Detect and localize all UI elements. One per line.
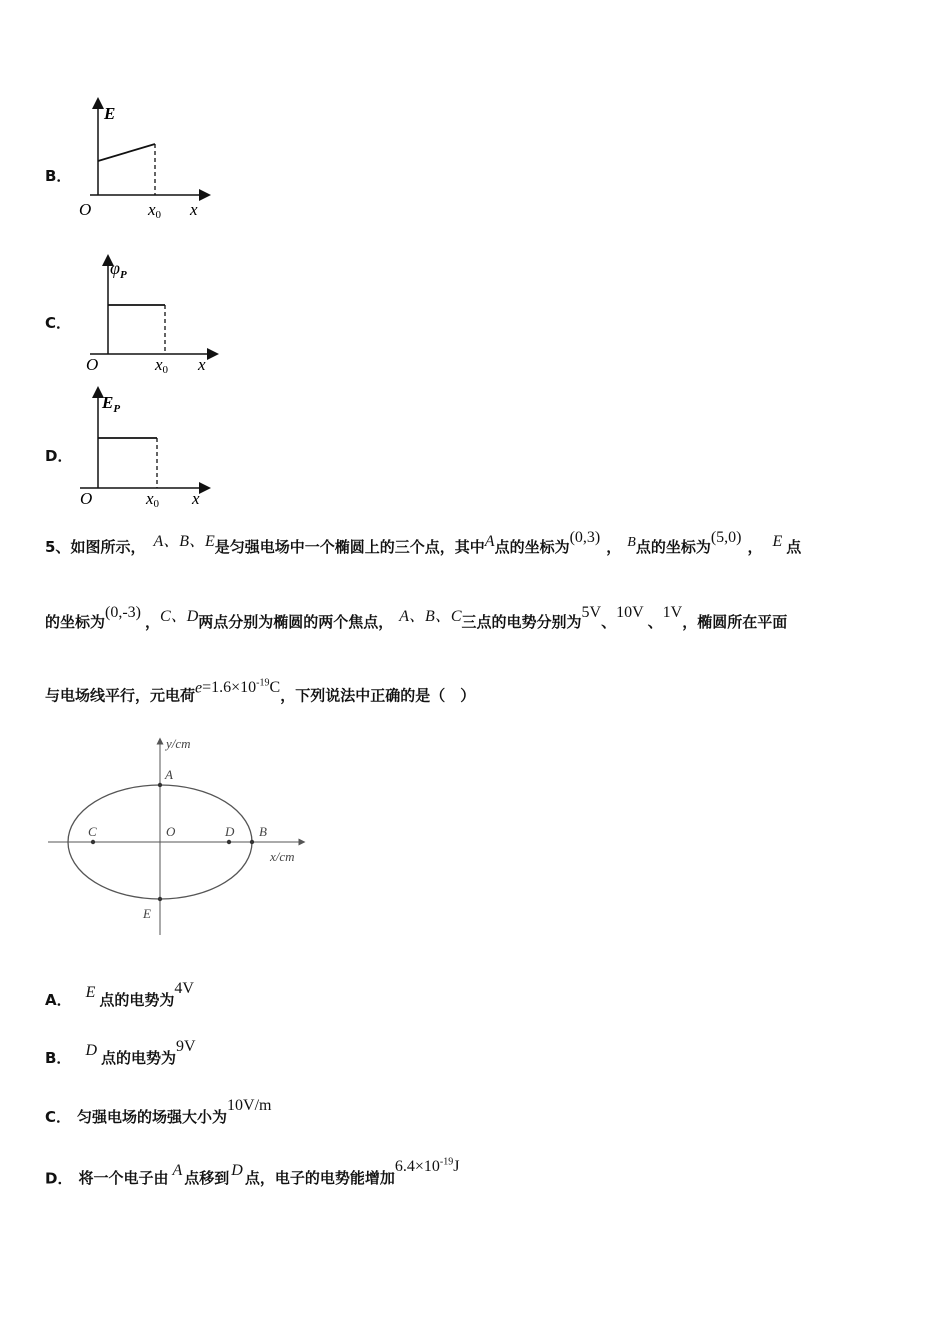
option-a[interactable]	[45, 980, 194, 1010]
potential-b: 10V	[616, 604, 644, 621]
option-c-text: 匀强电场的场强大小为	[77, 1108, 228, 1126]
q-text: 、	[647, 613, 663, 631]
point-e: E	[772, 533, 783, 550]
q-text: 点的坐标为	[494, 538, 570, 556]
q-text: ，	[145, 613, 161, 631]
x-axis-label: x/cm	[270, 849, 295, 864]
label-o: O	[166, 824, 176, 839]
q-text: 、	[601, 613, 617, 631]
label-b: B	[259, 824, 267, 839]
option-d-value: $6.4\times 10^{-19}J$	[394, 1157, 460, 1176]
option-c-label: C．	[45, 1108, 72, 1126]
graph-d-ep-vs-x	[70, 382, 220, 510]
option-c-value: 10V/m	[227, 1097, 272, 1114]
question-line-1	[45, 528, 801, 557]
option-d-label: D．	[45, 1169, 73, 1188]
q-text: 与电场线平行，元电荷	[45, 686, 196, 705]
field-line	[98, 144, 155, 161]
option-a-var: E	[85, 984, 96, 1001]
charge-symbol: e	[195, 679, 203, 697]
option-d-var-a: A	[172, 1162, 183, 1180]
x0-label: x0	[146, 489, 160, 510]
option-c-graph-label: C．	[45, 314, 72, 332]
q-text: 是匀强电场中一个椭圆上的三个点，其中	[214, 538, 485, 556]
option-b-label: B．	[45, 1049, 72, 1067]
option-a-text: 点的电势为	[99, 991, 175, 1009]
q-text: 点的坐标为	[635, 538, 711, 556]
potential-c: 1V	[662, 604, 683, 621]
question-line-3	[45, 678, 475, 705]
y-axis-label: $\varphi_P$	[110, 258, 127, 281]
origin-label: O	[80, 489, 93, 508]
potential-a: 5V	[581, 604, 602, 621]
q-text: ，	[747, 538, 763, 556]
option-d-var-d: D	[231, 1162, 243, 1180]
option-a-value: 4V	[174, 980, 194, 997]
option-d-text: 点移到	[184, 1169, 230, 1188]
q-text: 点	[786, 538, 802, 556]
y-axis-label: $E_P$	[102, 393, 121, 415]
question-line-2	[45, 603, 787, 632]
graph-b-e-vs-x	[70, 95, 220, 225]
point-e-dot	[158, 897, 162, 901]
point-a-dot	[158, 783, 162, 787]
q-text: 两点分别为椭圆的两个焦点，	[198, 613, 394, 631]
point-d-dot	[227, 840, 231, 844]
q-text: ，	[606, 538, 622, 556]
points-cd: C、D	[160, 608, 199, 625]
x-axis-label: x	[190, 200, 198, 219]
option-b-graph-label: B．	[45, 167, 72, 185]
point-b-dot	[250, 840, 254, 844]
x0-label: x0	[155, 355, 169, 375]
option-d[interactable]	[45, 1157, 459, 1188]
x0-label: x0	[148, 200, 162, 221]
ellipse-figure	[40, 735, 320, 945]
option-d-text: 点，电子的电势能增加	[244, 1169, 395, 1188]
y-axis-label: E	[104, 104, 116, 123]
option-b-text: 点的电势为	[101, 1049, 177, 1067]
x-axis-label: x	[198, 355, 206, 374]
question-number: 5、	[45, 538, 71, 556]
coord-e: (0,-3)	[105, 604, 141, 621]
x-axis-label: x	[192, 489, 200, 508]
option-b[interactable]	[45, 1038, 196, 1068]
y-axis-label: y/cm	[166, 736, 191, 751]
option-b-value: 9V	[176, 1038, 196, 1055]
origin-label: O	[79, 200, 92, 219]
q-text: ，椭圆所在平面	[682, 613, 788, 631]
q-text: 三点的电势分别为	[461, 613, 582, 631]
option-c[interactable]	[45, 1097, 271, 1127]
point-a: A	[484, 533, 495, 550]
point-b: B	[627, 535, 636, 550]
point-c-dot	[91, 840, 95, 844]
option-b-var: D	[85, 1042, 97, 1059]
label-a: A	[165, 767, 173, 782]
label-e: E	[143, 906, 151, 921]
points-abe: A、B、E	[153, 533, 215, 550]
origin-label: O	[86, 355, 99, 374]
q-text: 如图所示，	[70, 538, 146, 556]
q-text: ，下列说法中正确的是（ ）	[280, 686, 476, 705]
q-text: 的坐标为	[45, 613, 106, 631]
label-d: D	[225, 824, 235, 839]
option-a-label: A．	[45, 991, 72, 1009]
coord-b: (5,0)	[710, 529, 742, 546]
option-d-text: 将一个电子由	[78, 1169, 169, 1188]
points-abc: A、B、C	[399, 608, 462, 625]
label-c: C	[88, 824, 97, 839]
graph-c-phi-vs-x	[80, 250, 230, 375]
coord-a: (0,3)	[569, 529, 601, 546]
charge-value: $=1.6\times 10^{-19}C$	[202, 678, 281, 697]
option-d-graph-label: D．	[45, 447, 73, 465]
